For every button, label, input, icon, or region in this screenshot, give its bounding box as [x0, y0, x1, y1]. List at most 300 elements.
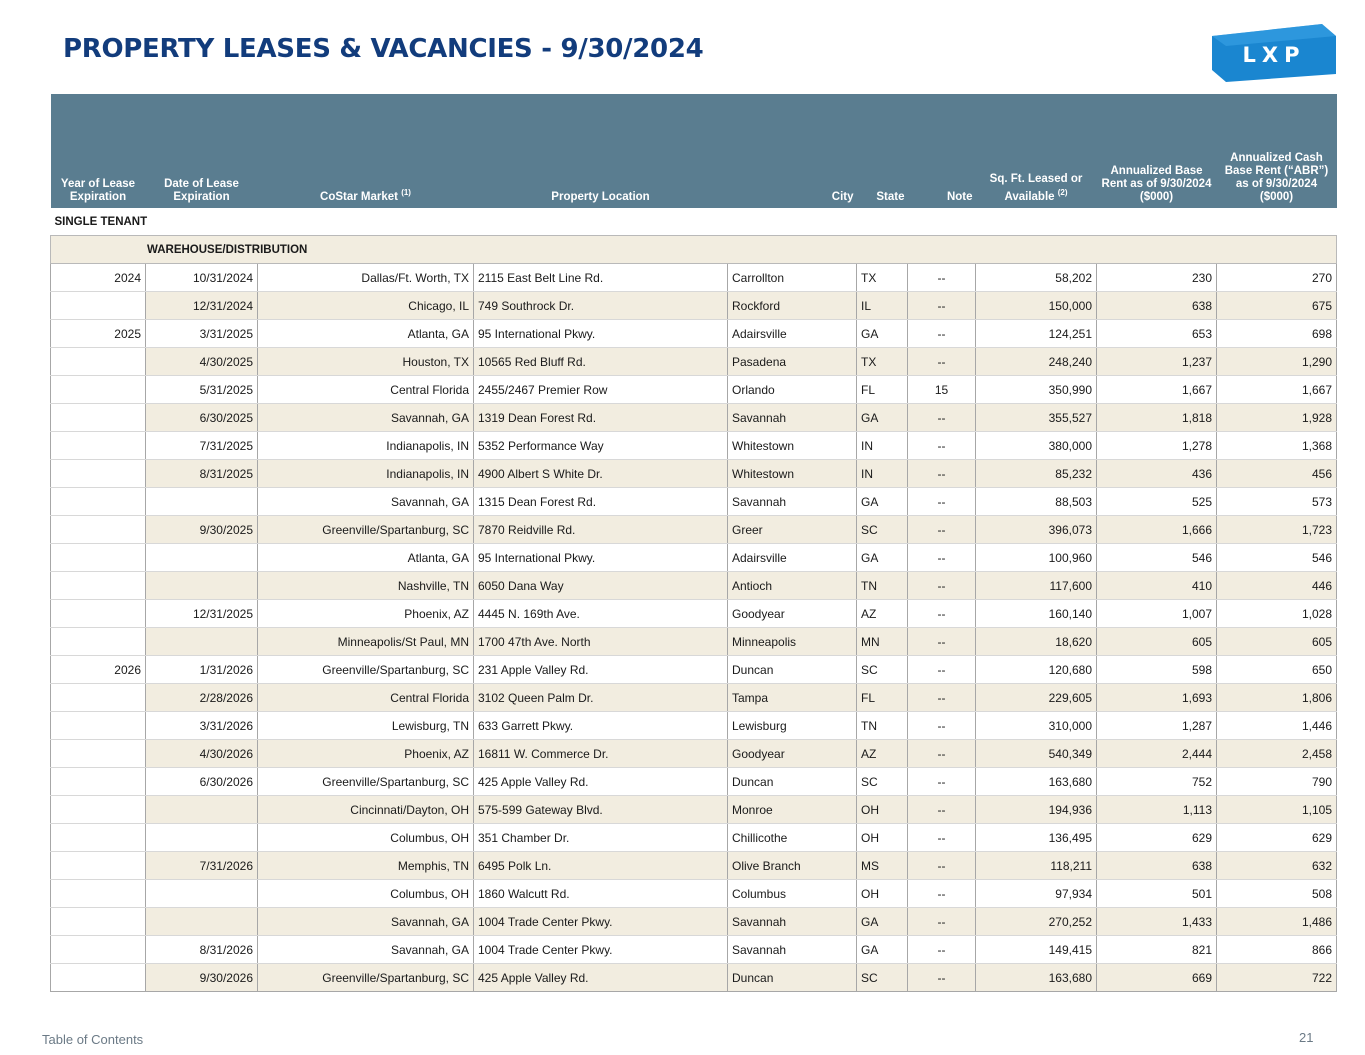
cell-note: --	[908, 432, 976, 460]
header-year: Year of Lease Expiration	[51, 94, 146, 208]
cell-sqft: 229,605	[976, 684, 1097, 712]
cell-year	[51, 796, 146, 824]
cell-market: Indianapolis, IN	[258, 460, 474, 488]
table-row	[51, 796, 1337, 824]
cell-year	[51, 712, 146, 740]
cell-sqft: 163,680	[976, 964, 1097, 992]
cell-year	[51, 376, 146, 404]
cell-state: GA	[857, 544, 908, 572]
cell-date: 4/30/2025	[146, 348, 258, 376]
cell-date: 1/31/2026	[146, 656, 258, 684]
table-row	[51, 488, 1337, 516]
cell-city: Pasadena	[728, 348, 857, 376]
cell-sqft: 88,503	[976, 488, 1097, 516]
cell-sqft: 248,240	[976, 348, 1097, 376]
cell-state: GA	[857, 320, 908, 348]
cell-sqft: 310,000	[976, 712, 1097, 740]
cell-sqft: 97,934	[976, 880, 1097, 908]
cell-date	[146, 572, 258, 600]
table-row	[51, 404, 1337, 432]
table-row	[51, 740, 1337, 768]
table-row	[51, 880, 1337, 908]
cell-city: Savannah	[728, 404, 857, 432]
table-row	[51, 852, 1337, 880]
cell-state: AZ	[857, 740, 908, 768]
cell-cash-abr: 446	[1217, 572, 1337, 600]
cell-date: 9/30/2026	[146, 964, 258, 992]
cell-state: SC	[857, 964, 908, 992]
cell-year	[51, 908, 146, 936]
cell-location: 1315 Dean Forest Rd.	[474, 488, 728, 516]
cell-date	[146, 880, 258, 908]
cell-state: GA	[857, 488, 908, 516]
cell-note: --	[908, 348, 976, 376]
leases-table	[50, 94, 1337, 992]
cell-year	[51, 852, 146, 880]
cell-date: 12/31/2025	[146, 600, 258, 628]
cell-city: Whitestown	[728, 460, 857, 488]
cell-city: Lewisburg	[728, 712, 857, 740]
cell-year	[51, 824, 146, 852]
cell-cash-abr: 1,806	[1217, 684, 1337, 712]
header-market: CoStar Market $^{(1)}$	[258, 94, 474, 208]
cell-note: --	[908, 852, 976, 880]
cell-sqft: 149,415	[976, 936, 1097, 964]
table-row	[51, 824, 1337, 852]
cell-year: 2024	[51, 264, 146, 292]
page-title: PROPERTY LEASES & VACANCIES - 9/30/2024	[63, 34, 704, 64]
cell-sqft: 270,252	[976, 908, 1097, 936]
cell-abr: 230	[1097, 264, 1217, 292]
cell-abr: 1,287	[1097, 712, 1217, 740]
table-row	[51, 628, 1337, 656]
cell-cash-abr: 270	[1217, 264, 1337, 292]
cell-cash-abr: 675	[1217, 292, 1337, 320]
cell-state: SC	[857, 656, 908, 684]
cell-location: 95 International Pkwy.	[474, 320, 728, 348]
cell-city: Duncan	[728, 964, 857, 992]
cell-year	[51, 460, 146, 488]
cell-abr: 1,278	[1097, 432, 1217, 460]
cell-abr: 1,667	[1097, 376, 1217, 404]
cell-year	[51, 348, 146, 376]
cell-year	[51, 600, 146, 628]
cell-abr: 669	[1097, 964, 1217, 992]
cell-city: Goodyear	[728, 740, 857, 768]
header-city: City	[728, 94, 857, 208]
subsection-row	[51, 236, 1337, 264]
table-row	[51, 964, 1337, 992]
cell-market: Atlanta, GA	[258, 320, 474, 348]
cell-note: --	[908, 740, 976, 768]
cell-sqft: 194,936	[976, 796, 1097, 824]
table-row	[51, 320, 1337, 348]
cell-location: 1004 Trade Center Pkwy.	[474, 936, 728, 964]
cell-note: 15	[908, 376, 976, 404]
subsection-label: WAREHOUSE/DISTRIBUTION	[51, 236, 1337, 264]
cell-note: --	[908, 824, 976, 852]
cell-abr: 546	[1097, 544, 1217, 572]
cell-sqft: 355,527	[976, 404, 1097, 432]
cell-market: Memphis, TN	[258, 852, 474, 880]
cell-abr: 752	[1097, 768, 1217, 796]
cell-cash-abr: 456	[1217, 460, 1337, 488]
cell-abr: 1,113	[1097, 796, 1217, 824]
cell-state: IN	[857, 432, 908, 460]
cell-city: Tampa	[728, 684, 857, 712]
cell-note: --	[908, 712, 976, 740]
cell-city: Orlando	[728, 376, 857, 404]
cell-year	[51, 740, 146, 768]
cell-year	[51, 628, 146, 656]
cell-year	[51, 404, 146, 432]
cell-location: 3102 Queen Palm Dr.	[474, 684, 728, 712]
table-row	[51, 516, 1337, 544]
cell-note: --	[908, 964, 976, 992]
cell-cash-abr: 1,723	[1217, 516, 1337, 544]
cell-location: 231 Apple Valley Rd.	[474, 656, 728, 684]
cell-cash-abr: 722	[1217, 964, 1337, 992]
cell-sqft: 380,000	[976, 432, 1097, 460]
cell-date: 2/28/2026	[146, 684, 258, 712]
cell-cash-abr: 1,028	[1217, 600, 1337, 628]
cell-note: --	[908, 768, 976, 796]
cell-sqft: 350,990	[976, 376, 1097, 404]
cell-year	[51, 684, 146, 712]
cell-location: 1004 Trade Center Pkwy.	[474, 908, 728, 936]
cell-abr: 638	[1097, 292, 1217, 320]
cell-year	[51, 964, 146, 992]
cell-abr: 1,007	[1097, 600, 1217, 628]
header-sqft: Sq. Ft. Leased or Available $^{(2)}$	[976, 94, 1097, 208]
cell-state: FL	[857, 376, 908, 404]
cell-sqft: 117,600	[976, 572, 1097, 600]
cell-market: Chicago, IL	[258, 292, 474, 320]
cell-note: --	[908, 908, 976, 936]
cell-state: GA	[857, 404, 908, 432]
cell-abr: 1,693	[1097, 684, 1217, 712]
cell-note: --	[908, 880, 976, 908]
cell-abr: 1,666	[1097, 516, 1217, 544]
cell-market: Lewisburg, TN	[258, 712, 474, 740]
cell-city: Duncan	[728, 656, 857, 684]
cell-cash-abr: 866	[1217, 936, 1337, 964]
cell-year	[51, 516, 146, 544]
cell-abr: 605	[1097, 628, 1217, 656]
cell-date	[146, 544, 258, 572]
cell-cash-abr: 790	[1217, 768, 1337, 796]
cell-location: 1860 Walcutt Rd.	[474, 880, 728, 908]
cell-cash-abr: 1,667	[1217, 376, 1337, 404]
cell-market: Cincinnati/Dayton, OH	[258, 796, 474, 824]
cell-year	[51, 292, 146, 320]
cell-abr: 1,818	[1097, 404, 1217, 432]
cell-market: Central Florida	[258, 376, 474, 404]
cell-cash-abr: 1,290	[1217, 348, 1337, 376]
cell-abr: 629	[1097, 824, 1217, 852]
cell-market: Columbus, OH	[258, 824, 474, 852]
cell-city: Adairsville	[728, 544, 857, 572]
table-row	[51, 292, 1337, 320]
cell-date: 8/31/2025	[146, 460, 258, 488]
cell-abr: 501	[1097, 880, 1217, 908]
cell-sqft: 58,202	[976, 264, 1097, 292]
cell-abr: 525	[1097, 488, 1217, 516]
cell-sqft: 118,211	[976, 852, 1097, 880]
cell-state: OH	[857, 796, 908, 824]
cell-state: OH	[857, 824, 908, 852]
cell-sqft: 160,140	[976, 600, 1097, 628]
cell-market: Greenville/Spartanburg, SC	[258, 516, 474, 544]
cell-city: Savannah	[728, 908, 857, 936]
cell-sqft: 124,251	[976, 320, 1097, 348]
cell-location: 95 International Pkwy.	[474, 544, 728, 572]
cell-state: MS	[857, 852, 908, 880]
cell-abr: 598	[1097, 656, 1217, 684]
table-row	[51, 348, 1337, 376]
cell-market: Greenville/Spartanburg, SC	[258, 656, 474, 684]
cell-market: Indianapolis, IN	[258, 432, 474, 460]
section-label: SINGLE TENANT	[51, 208, 1337, 236]
cell-state: TN	[857, 572, 908, 600]
cell-cash-abr: 629	[1217, 824, 1337, 852]
cell-location: 425 Apple Valley Rd.	[474, 964, 728, 992]
cell-location: 1700 47th Ave. North	[474, 628, 728, 656]
table-row	[51, 936, 1337, 964]
cell-state: FL	[857, 684, 908, 712]
cell-cash-abr: 2,458	[1217, 740, 1337, 768]
cell-date	[146, 796, 258, 824]
cell-city: Duncan	[728, 768, 857, 796]
cell-city: Savannah	[728, 936, 857, 964]
cell-note: --	[908, 460, 976, 488]
cell-date: 4/30/2026	[146, 740, 258, 768]
cell-year	[51, 544, 146, 572]
cell-state: OH	[857, 880, 908, 908]
cell-sqft: 120,680	[976, 656, 1097, 684]
cell-date: 12/31/2024	[146, 292, 258, 320]
cell-location: 1319 Dean Forest Rd.	[474, 404, 728, 432]
cell-cash-abr: 1,486	[1217, 908, 1337, 936]
cell-location: 2115 East Belt Line Rd.	[474, 264, 728, 292]
cell-cash-abr: 573	[1217, 488, 1337, 516]
cell-location: 2455/2467 Premier Row	[474, 376, 728, 404]
cell-state: IL	[857, 292, 908, 320]
cell-date: 8/31/2026	[146, 936, 258, 964]
cell-market: Phoenix, AZ	[258, 600, 474, 628]
cell-year	[51, 572, 146, 600]
cell-location: 6050 Dana Way	[474, 572, 728, 600]
cell-note: --	[908, 936, 976, 964]
cell-state: TX	[857, 348, 908, 376]
cell-market: Dallas/Ft. Worth, TX	[258, 264, 474, 292]
cell-state: TN	[857, 712, 908, 740]
cell-cash-abr: 508	[1217, 880, 1337, 908]
table-row	[51, 656, 1337, 684]
cell-city: Savannah	[728, 488, 857, 516]
cell-market: Greenville/Spartanburg, SC	[258, 964, 474, 992]
cell-market: Savannah, GA	[258, 936, 474, 964]
table-row	[51, 572, 1337, 600]
cell-state: IN	[857, 460, 908, 488]
cell-cash-abr: 1,105	[1217, 796, 1337, 824]
cell-sqft: 396,073	[976, 516, 1097, 544]
cell-market: Minneapolis/St Paul, MN	[258, 628, 474, 656]
cell-date: 10/31/2024	[146, 264, 258, 292]
cell-note: --	[908, 320, 976, 348]
cell-date: 7/31/2025	[146, 432, 258, 460]
table-row	[51, 376, 1337, 404]
cell-year: 2026	[51, 656, 146, 684]
cell-location: 10565 Red Bluff Rd.	[474, 348, 728, 376]
table-row	[51, 712, 1337, 740]
cell-location: 6495 Polk Ln.	[474, 852, 728, 880]
cell-market: Nashville, TN	[258, 572, 474, 600]
cell-city: Chillicothe	[728, 824, 857, 852]
cell-city: Rockford	[728, 292, 857, 320]
cell-abr: 638	[1097, 852, 1217, 880]
cell-city: Greer	[728, 516, 857, 544]
cell-sqft: 540,349	[976, 740, 1097, 768]
cell-city: Adairsville	[728, 320, 857, 348]
cell-note: --	[908, 684, 976, 712]
cell-cash-abr: 1,928	[1217, 404, 1337, 432]
cell-state: TX	[857, 264, 908, 292]
leases-table-container	[50, 94, 1334, 992]
cell-abr: 2,444	[1097, 740, 1217, 768]
cell-date: 5/31/2025	[146, 376, 258, 404]
cell-market: Central Florida	[258, 684, 474, 712]
cell-market: Savannah, GA	[258, 404, 474, 432]
cell-sqft: 163,680	[976, 768, 1097, 796]
cell-date: 7/31/2026	[146, 852, 258, 880]
table-of-contents-link[interactable]: Table of Contents	[42, 1032, 144, 1047]
header-date: Date of Lease Expiration	[146, 94, 258, 208]
header-note: Note	[908, 94, 976, 208]
cell-city: Olive Branch	[728, 852, 857, 880]
cell-cash-abr: 605	[1217, 628, 1337, 656]
cell-note: --	[908, 404, 976, 432]
cell-market: Phoenix, AZ	[258, 740, 474, 768]
table-row	[51, 600, 1337, 628]
cell-location: 4900 Albert S White Dr.	[474, 460, 728, 488]
cell-location: 7870 Reidville Rd.	[474, 516, 728, 544]
cell-market: Houston, TX	[258, 348, 474, 376]
table-row	[51, 432, 1337, 460]
cell-city: Antioch	[728, 572, 857, 600]
table-header	[51, 94, 1337, 208]
cell-note: --	[908, 656, 976, 684]
cell-year	[51, 880, 146, 908]
header-state: State	[857, 94, 908, 208]
cell-abr: 821	[1097, 936, 1217, 964]
cell-sqft: 136,495	[976, 824, 1097, 852]
table-row	[51, 684, 1337, 712]
cell-market: Columbus, OH	[258, 880, 474, 908]
cell-state: AZ	[857, 600, 908, 628]
cell-note: --	[908, 572, 976, 600]
cell-market: Savannah, GA	[258, 908, 474, 936]
cell-state: GA	[857, 908, 908, 936]
cell-cash-abr: 1,368	[1217, 432, 1337, 460]
table-row	[51, 460, 1337, 488]
table-body	[51, 208, 1337, 992]
cell-cash-abr: 632	[1217, 852, 1337, 880]
table-row	[51, 544, 1337, 572]
cell-city: Whitestown	[728, 432, 857, 460]
cell-year	[51, 488, 146, 516]
cell-year	[51, 432, 146, 460]
svg-text:LXP: LXP	[1242, 43, 1306, 67]
cell-date: 6/30/2026	[146, 768, 258, 796]
cell-date: 3/31/2026	[146, 712, 258, 740]
cell-date	[146, 488, 258, 516]
cell-note: --	[908, 264, 976, 292]
cell-sqft: 85,232	[976, 460, 1097, 488]
cell-state: MN	[857, 628, 908, 656]
cell-location: 575-599 Gateway Blvd.	[474, 796, 728, 824]
table-row	[51, 264, 1337, 292]
cell-location: 5352 Performance Way	[474, 432, 728, 460]
section-row	[51, 208, 1337, 236]
cell-year	[51, 768, 146, 796]
cell-location: 4445 N. 169th Ave.	[474, 600, 728, 628]
cell-abr: 410	[1097, 572, 1217, 600]
table-row	[51, 908, 1337, 936]
cell-cash-abr: 546	[1217, 544, 1337, 572]
cell-market: Savannah, GA	[258, 488, 474, 516]
cell-note: --	[908, 628, 976, 656]
cell-location: 351 Chamber Dr.	[474, 824, 728, 852]
cell-note: --	[908, 516, 976, 544]
lxp-logo	[1212, 24, 1336, 82]
cell-city: Monroe	[728, 796, 857, 824]
cell-location: 633 Garrett Pkwy.	[474, 712, 728, 740]
cell-city: Carrollton	[728, 264, 857, 292]
cell-year	[51, 936, 146, 964]
header-abr: Annualized Base Rent as of 9/30/2024 ($000)	[1097, 94, 1217, 208]
cell-note: --	[908, 292, 976, 320]
cell-location: 425 Apple Valley Rd.	[474, 768, 728, 796]
cell-market: Atlanta, GA	[258, 544, 474, 572]
cell-state: GA	[857, 936, 908, 964]
cell-abr: 1,237	[1097, 348, 1217, 376]
cell-cash-abr: 1,446	[1217, 712, 1337, 740]
cell-cash-abr: 650	[1217, 656, 1337, 684]
cell-city: Columbus	[728, 880, 857, 908]
cell-date: 9/30/2025	[146, 516, 258, 544]
cell-date	[146, 824, 258, 852]
cell-date: 3/31/2025	[146, 320, 258, 348]
cell-cash-abr: 698	[1217, 320, 1337, 348]
cell-year: 2025	[51, 320, 146, 348]
cell-note: --	[908, 488, 976, 516]
cell-location: 16811 W. Commerce Dr.	[474, 740, 728, 768]
page-number: 21	[1299, 1030, 1314, 1045]
cell-abr: 436	[1097, 460, 1217, 488]
cell-sqft: 150,000	[976, 292, 1097, 320]
cell-date: 6/30/2025	[146, 404, 258, 432]
header-cash-abr: Annualized Cash Base Rent (“ABR”) as of 9/30/2024 ($000)	[1217, 94, 1337, 208]
cell-city: Goodyear	[728, 600, 857, 628]
cell-note: --	[908, 544, 976, 572]
cell-date	[146, 628, 258, 656]
cell-state: SC	[857, 516, 908, 544]
table-row	[51, 768, 1337, 796]
cell-sqft: 100,960	[976, 544, 1097, 572]
cell-date	[146, 908, 258, 936]
cell-location: 749 Southrock Dr.	[474, 292, 728, 320]
